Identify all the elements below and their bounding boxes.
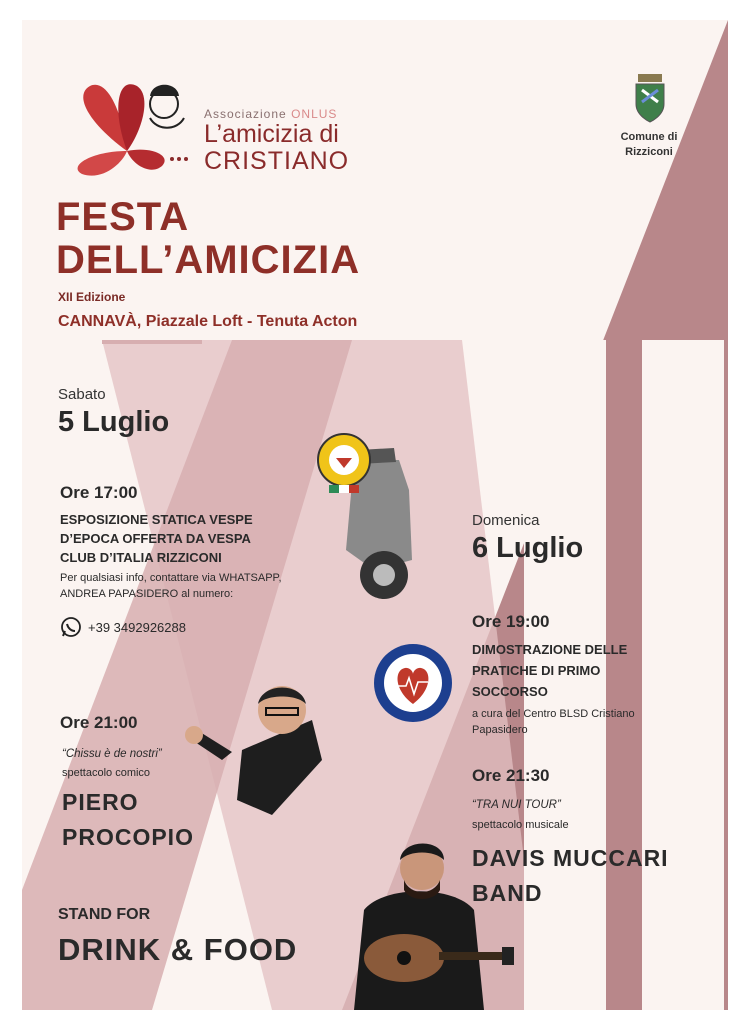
whatsapp-icon — [60, 616, 82, 638]
saturday-event1-line3: CLUB D’ITALIA RIZZICONI — [60, 550, 222, 565]
butterfly-logo-icon — [52, 56, 202, 176]
sunday-event2-time: Ore 21:30 — [472, 766, 550, 785]
sunday-event1-info2: Papasidero — [472, 724, 528, 736]
saturday-event2-name-line2: PROCOPIO — [62, 824, 194, 850]
sunday-event2-name-line1: DAVIS MUCCARI — [472, 845, 669, 871]
sunday-event1-time: Ore 19:00 — [472, 612, 550, 631]
event-title-line1: FESTA — [56, 195, 190, 239]
sunday-event1-line1: DIMOSTRAZIONE DELLE — [472, 642, 628, 657]
saturday-event1-line1: ESPOSIZIONE STATICA VESPE — [60, 512, 253, 527]
saturday-event1-line2: D’EPOCA OFFERTA DA VESPA — [60, 531, 251, 546]
saturday-day: Sabato — [58, 386, 106, 403]
sunday-event1-info1: a cura del Centro BLSD Cristiano — [472, 708, 635, 720]
saturday-event1-info2: ANDREA PAPASIDERO al numero: — [60, 588, 234, 600]
x-top-left — [102, 340, 202, 344]
association-name-line2: CRISTIANO — [204, 147, 350, 175]
venue-label: CANNAVÀ, Piazzale Loft - Tenuta Acton — [58, 313, 358, 330]
association-label: Associazione ONLUS — [204, 107, 338, 121]
heart-badge-icon — [372, 642, 454, 724]
guitarist-photo — [344, 830, 514, 1010]
coat-of-arms-icon — [630, 72, 670, 124]
sunday-event1-line2: PRATICHE DI PRIMO — [472, 663, 601, 678]
vespa-club-badge-icon — [314, 430, 424, 605]
saturday-event1-info1: Per qualsiasi info, contattare via WHATSAPP, — [60, 572, 282, 584]
sunday-date: 6 Luglio — [472, 532, 584, 564]
event-poster — [22, 20, 728, 1010]
drink-food-label: DRINK & FOOD — [58, 932, 298, 967]
edition-label: XII Edizione — [58, 290, 126, 304]
event-title-line2: DELL’AMICIZIA — [56, 238, 361, 282]
sunday-event2-desc: spettacolo musicale — [472, 819, 569, 831]
phone-number[interactable]: +39 3492926288 — [88, 620, 186, 635]
association-name-line1: L’amicizia di — [204, 120, 339, 148]
saturday-event1-time: Ore 17:00 — [60, 483, 138, 502]
sunday-event1-line3: SOCCORSO — [472, 684, 548, 699]
comune-label: Comune di Rizziconi — [620, 131, 678, 158]
comedian-photo — [182, 680, 332, 820]
saturday-date: 5 Luglio — [58, 406, 170, 438]
saturday-event2-time: Ore 21:00 — [60, 713, 138, 732]
numeral-bar-2 — [642, 340, 724, 1010]
saturday-event2-desc: spettacolo comico — [62, 767, 151, 779]
stand-label: STAND FOR — [58, 906, 151, 923]
saturday-event2-quote: “Chissu è de nostri” — [62, 748, 162, 760]
onlus-label: ONLUS — [291, 107, 338, 121]
sunday-event2-quote: “TRA NUI TOUR” — [472, 799, 561, 811]
sunday-day: Domenica — [472, 512, 540, 529]
sunday-event2-name-line2: BAND — [472, 880, 543, 906]
saturday-event2-name-line1: PIERO — [62, 789, 139, 815]
